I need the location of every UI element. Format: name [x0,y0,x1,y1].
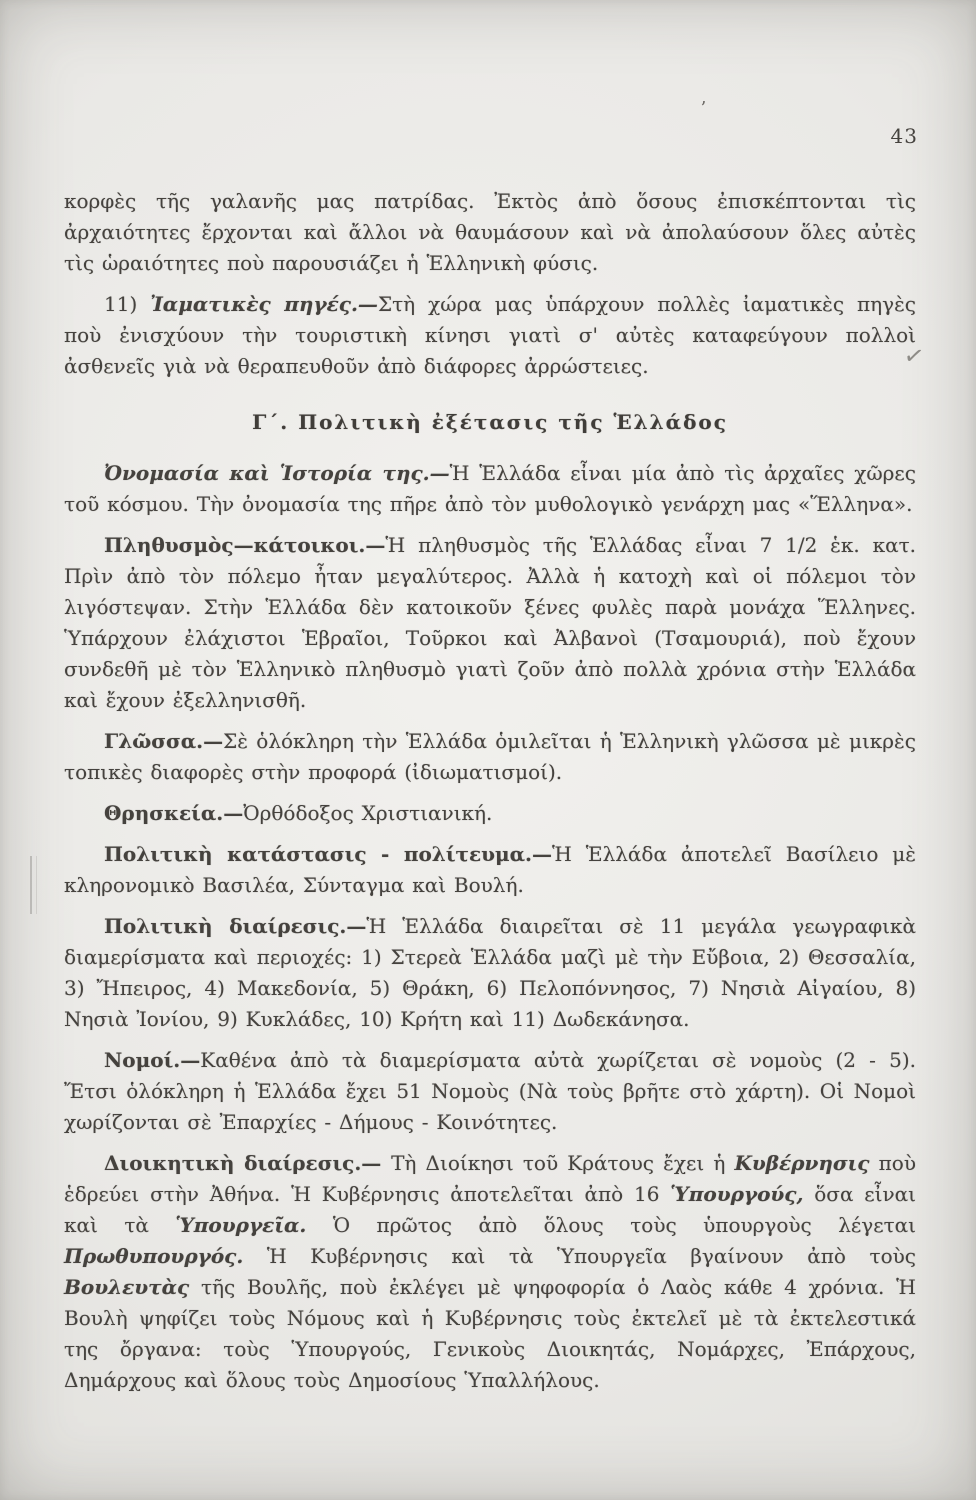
admin-term-ministers: Ὑπουργούς, [670,1182,804,1206]
prefectures-lead: Νομοί.— [104,1048,201,1072]
springs-item-number: 11) [104,292,151,316]
intro-text: κορφὲς τῆς γαλανῆς μας πατρίδας. Ἐκτὸς ἀπὸ ὅσους ἐπισκέπτονται τὶς ἀρχαιότητες ἔρχονται καὶ ἄλλοι νὰ θαυμάσουν καὶ νὰ ἀπολαύσουν ὅλες αὐτὲς τὶς ὡραιότητες ποὺ παρουσιάζει ἡ Ἑλληνικὴ φύσις. [64,189,916,275]
political-division-lead: Πολιτικὴ διαίρεσις.— [104,914,367,938]
name-history-lead: Ὀνομασία καὶ Ἱστορία της.— [104,461,450,485]
religion-body: Ὀρθόδοξος Χριστιανική. [243,801,493,825]
admin-lead: Διοικητικὴ διαίρεσις.— [104,1151,392,1175]
pencil-checkmark: ✓ [901,340,927,372]
springs-body: Στὴ χώρα μας ὑπάρχουν πολλὲς ἰαματικὲς πηγὲς ποὺ ἐνισχύουν τὴν τουριστικὴ κίνησι γιατὶ σ' αὐτὲς καταφεύγουν πολλοὶ ἀσθενεῖς γιὰ νὰ θεραπευθοῦν ἀπὸ διάφορες ἀρρώστειες. [64,292,917,378]
admin-segment: Ὁ πρῶτος ἀπὸ ὅλους τοὺς ὑπουργοὺς λέγεται [306,1213,916,1237]
paragraph-political-division [64,911,916,1035]
page-number: 43 [890,124,918,148]
population-body: Ἡ πληθυσμὸς τῆς Ἑλλάδας εἶναι 7 1/2 ἑκ. κατ. Πρὶν ἀπὸ τὸν πόλεμο ἦταν μεγαλύτερος. Ἀλλὰ ἡ κατοχὴ καὶ οἱ πόλεμοι τὸν λιγόστεψαν. Στὴν Ἑλλάδα δὲν κατοικοῦν ξένες φυλὲς παρὰ μονάχα Ἕλληνες. Ὑπάρχουν ἐλάχιστοι Ἑβραῖοι, Τοῦρκοι καὶ Ἀλβανοὶ (Τσαμουριά), ποὺ ἔχουν συνδεθῆ μὲ τὸν Ἑλληνικὸ πληθυσμὸ γιατὶ ζοῦν ἀπὸ πολλὰ χρόνια στὴν Ἑλλάδα καὶ ἔχουν ἐξελληνισθῆ. [64,533,916,712]
admin-segment: Τὴ Διοίκησι τοῦ Κράτους ἔχει ἡ [391,1151,735,1175]
population-lead: Πληθυσμὸς—κάτοικοι.— [104,533,386,557]
admin-term-deputies: Βουλευτὰς [64,1275,190,1299]
admin-segment: τῆς Βουλῆς, ποὺ ἐκλέγει μὲ ψηφοφορία ὁ Λαὸς κάθε 4 χρόνια. Ἡ Βουλὴ ψηφίζει τοὺς Νόμους καὶ ἡ Κυβέρνησις τοὺς ἐκτελεῖ μὲ τὰ ἐκτελεστικά της ὄργανα: τοὺς Ὑπουργούς, Γενικοὺς Διοικητάς, Νομάρχες, Ἐπάρχους, Δημάρχους καὶ ὅλους τοὺς Δημοσίους Ὑπαλλήλους. [64,1275,916,1392]
paragraph-language [64,726,916,788]
admin-term-prime-minister: Πρωθυπουργός. [64,1244,244,1268]
admin-segment: Ἡ Κυβέρνησις καὶ τὰ Ὑπουργεῖα βγαίνουν ἀπὸ τοὺς [243,1244,916,1268]
page-content [64,186,916,1406]
springs-lead: Ἰαματικὲς πηγές.— [150,292,378,316]
language-lead: Γλῶσσα.— [104,729,224,753]
political-status-body: Ἡ Ἑλλάδα ἀποτελεῖ Βασίλειο μὲ κληρονομικὸ Βασιλέα, Σύνταγμα καὶ Βουλή. [64,842,916,897]
political-division-body: Ἡ Ἑλλάδα διαιρεῖται σὲ 11 μεγάλα γεωγραφικὰ διαμερίσματα καὶ περιοχές: 1) Στερεὰ Ἑλλάδα μαζὶ μὲ τὴν Εὔβοια, 2) Θεσσαλία, 3) Ἤπειρος, 4) Μακεδονία, 5) Θράκη, 6) Πελοπόννησος, 7) Νησιὰ Αἰγαίου, 8) Νησιὰ Ἰονίου, 9) Κυκλάδες, 10) Κρήτη καὶ 11) Δωδεκάνησα. [64,914,916,1031]
admin-term-government: Κυβέρνησις [734,1151,870,1175]
paragraph-intro [64,186,916,279]
religion-lead: Θρησκεία.— [104,801,244,825]
paragraph-prefectures [64,1045,916,1138]
scan-speck: ʼ [700,98,706,119]
name-history-body: Ἡ Ἑλλάδα εἶναι μία ἀπὸ τὶς ἀρχαῖες χῶρες τοῦ κόσμου. Τὴν ὀνομασία της πῆρε ἀπὸ τὸν μυθολογικὸ γενάρχη μας «Ἕλληνα». [64,461,916,516]
scan-margin-artifact [30,856,37,914]
prefectures-body: Καθένα ἀπὸ τὰ διαμερίσματα αὐτὰ χωρίζεται σὲ νομοὺς (2 - 5). Ἔτσι ὁλόκληρη ἡ Ἑλλάδα ἔχει 51 Νομοὺς (Νὰ τοὺς βρῆτε στὸ χάρτη). Οἱ Νομοὶ χωρίζονται σὲ Ἐπαρχίες - Δήμους - Κοινότητες. [64,1048,916,1134]
admin-segment: ποὺ ἑδρεύει στὴν Ἀθήνα. Ἡ Κυβέρνησις ἀποτελεῖται ἀπὸ 16 [64,1151,917,1206]
paragraph-religion [64,798,916,829]
paragraph-political-status [64,839,916,901]
admin-term-ministries: Ὑπουργεῖα. [175,1213,307,1237]
language-body: Σὲ ὁλόκληρη τὴν Ἑλλάδα ὁμιλεῖται ἡ Ἑλληνικὴ γλῶσσα μὲ μικρὲς τοπικὲς διαφορὲς στὴν προφορά (ἰδιωματισμοί). [64,729,916,784]
paragraph-population [64,530,916,716]
admin-segment: ὅσα εἶναι καὶ τὰ [64,1182,917,1237]
political-status-lead: Πολιτικὴ κατάστασις - πολίτευμα.— [104,842,552,866]
paragraph-administrative-division [64,1148,916,1396]
paragraph-thermal-springs [64,289,916,382]
paragraph-name-history [64,458,916,520]
section-heading: Γ΄. Πολιτικὴ ἐξέτασις τῆς Ἑλλάδος [252,410,728,434]
